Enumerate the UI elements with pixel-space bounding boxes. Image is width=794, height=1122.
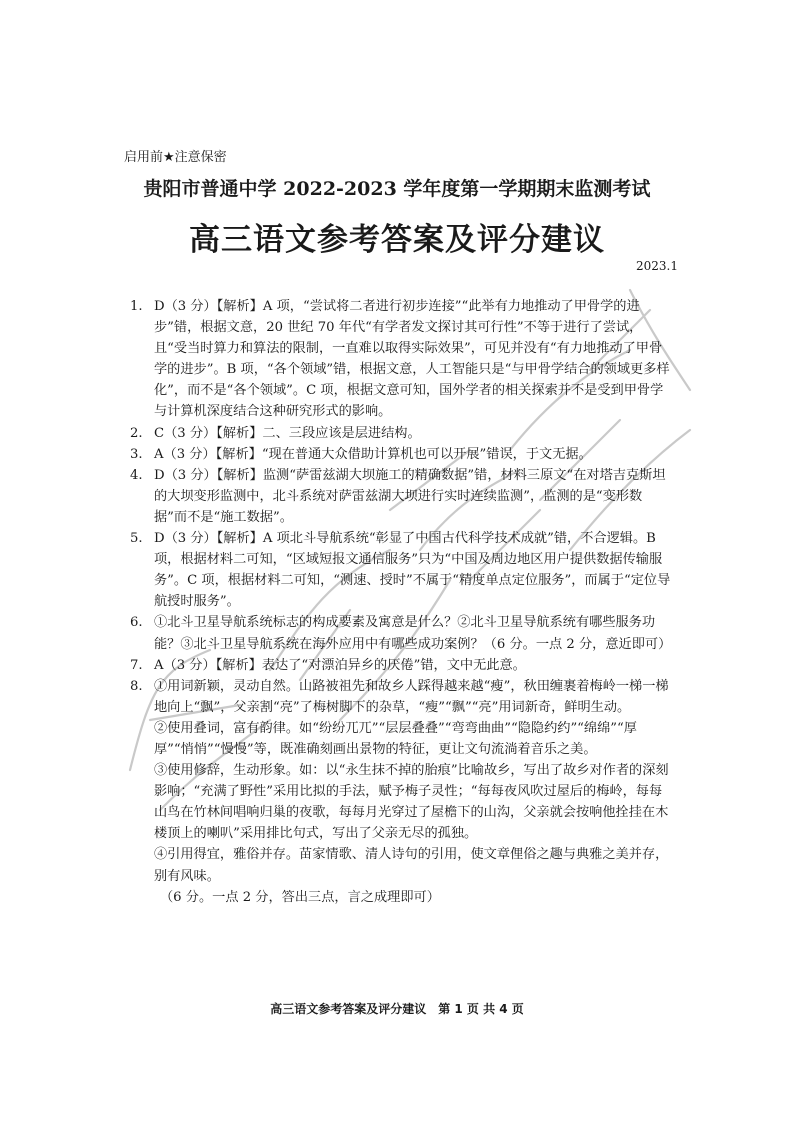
answer-text: D（3 分）【解析】A 项北斗导航系统“彰显了中国古代科学技术成就”错，不合逻辑。B 项，根据材料二可知，“区域短报文通信服务”只为“中国及周边地区用户提供数据传输服务”。C 项，根据材料二可知，“测速、授时”不属于“精度单点定位服务”，而属于“定位导航授时服务”。 [154,531,671,610]
exam-date: 2023.1 [636,259,678,273]
answer-point-2: ②使用叠词，富有韵律。如“纷纷兀兀”“层层叠叠”“弯弯曲曲”“隐隐约约”“绵绵”“厚厚”“悄悄”“慢慢”等，既准确刻画出景物的特征，更让文句流淌着音乐之美。 [154,720,637,757]
answer-text: A（3 分）【解析】表达了“对漂泊异乡的厌倦”错，文中无此意。 [154,657,526,673]
page-footer: 高三语文参考答案及评分建议 第 1 页 共 4 页 [270,1002,524,1016]
answer-item-4 [126,465,674,528]
answer-point-1: ①用词新颖，灵动自然。山路被祖先和故乡人踩得越来越“瘦”，秋田缠裹着梅岭一梯一梯地向上“飘”，父亲割“亮”了梅树脚下的杂草，“瘦”“飘”“亮”用词新奇，鲜明生动。 [154,678,669,715]
answer-text: C（3 分）【解析】二、三段应该是层进结构。 [154,425,421,441]
answer-item-1 [126,296,674,423]
answer-item-7 [126,655,674,676]
answer-number: 6. [130,615,143,631]
answer-number: 7. [130,657,143,673]
answer-point-4: ④引用得宜，雅俗并存。苗家情歌、清人诗句的引用，使文章俚俗之趣与典雅之美并存，别有风味。 [154,847,669,884]
answer-text: ①北斗卫星导航系统标志的构成要素及寓意是什么？②北斗卫星导航系统有哪些服务功能？③北斗卫星导航系统在海外应用中有哪些成功案例？（6 分。一点 2 分，意近即可） [154,615,672,652]
answer-number: 8. [130,678,143,694]
answer-item-2 [126,423,674,444]
answer-number: 3. [130,446,143,462]
scoring-note: （6 分。一点 2 分，答出三点，言之成理即可） [160,889,440,905]
answer-text: D（3 分）【解析】监测“萨雷兹湖大坝施工的精确数据”错，材料三原文“在对塔吉克斯坦的大坝变形监测中，北斗系统对萨雷兹湖大坝进行实时连续监测”，监测的是“变形数据”而不是“施工数据”。 [154,467,666,525]
answer-list [126,296,674,908]
answer-item-6 [126,612,674,654]
answer-number: 2. [130,425,143,441]
confidential-label: 启用前★注意保密 [124,150,227,165]
answer-item-3 [126,444,674,465]
answer-number: 5. [130,531,143,547]
answer-point-3: ③使用修辞，生动形象。如：以“永生抹不掉的胎痕”比喻故乡，写出了故乡对作者的深刻影响；“充满了野性”采用比拟的手法，赋予梅子灵性；“每每夜风吹过屋后的梅岭，每每山鸟在竹林间唱响归巢的夜歌，每每月光穿过了屋檐下的山沟，父亲就会按响他拴挂在木楼顶上的喇叭”采用排比句式，写出了父亲无尽的孤独。 [154,763,669,842]
answer-number: 4. [130,467,143,483]
exam-title: 贵阳市普通中学 2022-2023 学年度第一学期期末监测考试 [143,178,651,200]
page-title: 高三语文参考答案及评分建议 [189,222,605,258]
answer-item-8 [126,676,674,887]
answer-number: 1. [130,299,143,314]
answer-text: D（3 分）【解析】A 项，“尝试将二者进行初步连接”“此举有力地推动了甲骨学的进步”错，根据文意，20 世纪 70 年代“有学者发文探讨其可行性”不等于进行了尝试，且“受当时算力和算法的限制，一直难以取得实际效果”，可见并没有“有力地推动了甲骨学的进步”。B 项，“各个领域”错，根据文意，人工智能只是“与甲骨学结合的领域更多样化”，而不是“各个领域”。C 项，根据文意可知，国外学者的相关探索并不是受到甲骨学与计算机深度结合这种研究形式的影响。 [154,299,670,420]
answer-item-5 [126,528,674,612]
answer-text: A（3 分）【解析】“现在普通大众借助计算机也可以开展”错误，于文无据。 [154,446,592,462]
